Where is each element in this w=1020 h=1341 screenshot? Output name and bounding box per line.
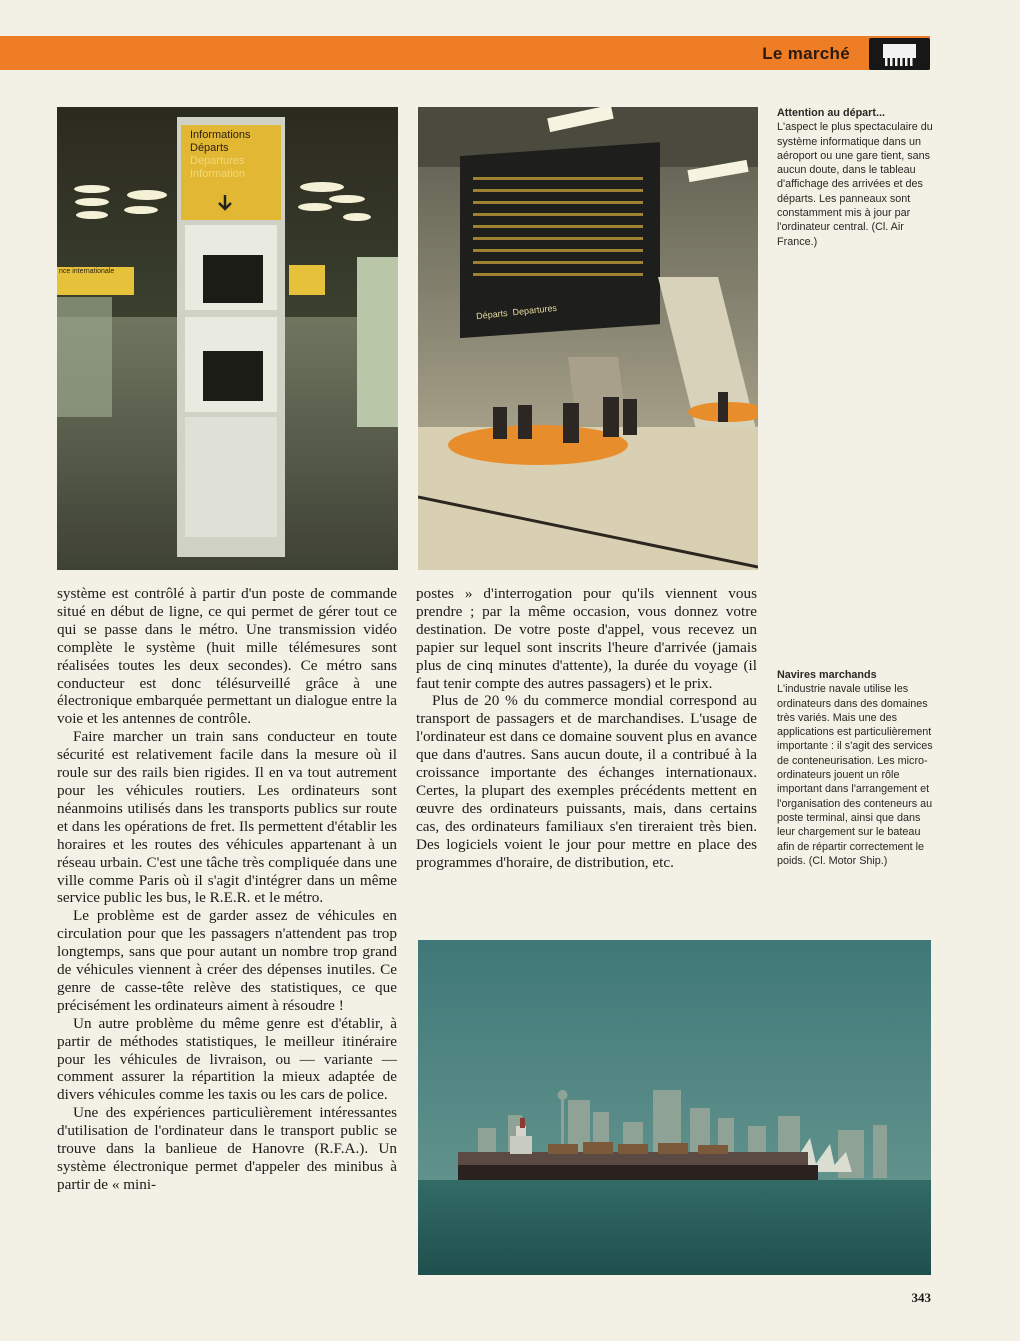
caption-attention-text: L'aspect le plus spectaculaire du système informatique dans un aéroport ou une gare tient, sans aucun doute, dans le tableau d'affichage des arrivées et des départs. Les panneaux sont constamment mis à jour par l'ordinateur central. (Cl. Air France.): [777, 121, 933, 248]
paragraph: Une des expériences particulièrement intéressantes d'utilisation de l'ordinateur dans le transport public se trouve dans la banlieue de Hanovre (R.F.A.). Un système électronique permet d'appeler des minibus à partir de « mini-: [57, 1104, 397, 1193]
caption-navires-text: L'industrie navale utilise les ordinateurs dans des domaines très variés. Mais une des applications est particulièrement importante : il s'agit des services de conteneurisation. Les micro-ordinateurs jouent un rôle important dans l'arrangement et l'organisation des conteneurs au poste terminal, ainsi que dans leur chargement sur le bateau afin de répartir correctement le poids. (Cl. Motor Ship.): [777, 683, 933, 867]
harbor-ship-photo: [418, 940, 931, 1275]
sign-line-departures: Departures: [190, 155, 245, 167]
paragraph: postes » d'interrogation pour qu'ils viennent vous prendre ; par la même occasion, vous donnez votre destination. De votre poste d'appel, vous recevez un papier sur lequel sont inscrits l'heure d'arrivée (jamais plus de cinq minutes d'attente), la durée du voyage (il faut tenir compte des autres passagers) et le prix.: [416, 585, 757, 692]
sign-line-informations: Informations: [190, 129, 251, 141]
body-left-column: [57, 585, 397, 1194]
caption-navires: [777, 668, 939, 868]
paragraph: Faire marcher un train sans conducteur en toute sécurité est relativement facile dans la mesure où il roule sur des rails bien rigides. Il en va tout autrement pour les véhicules routiers. Les ordinateurs sont néanmoins utilisés dans les transports publics sur route et dans les opérations de fret. Ils permettent d'établir les horaires et les routes des véhicules appartenant à un réseau urbain. C'est une tâche très compliquée dans une ville comme Paris où il s'agit d'intégrer dans un même service public les bus, le R.E.R. et le métro.: [57, 728, 397, 907]
paragraph: Le problème est de garder assez de véhicules en circulation pour que les passagers n'attendent pas trop longtemps, sans que pour autant un nombre trop grand de véhicules viennent à créer des dépenses inutiles. Ce genre de casse-tête relève des statistiques, ce que précisément les ordinateurs aiment à résoudre !: [57, 907, 397, 1014]
sign-line-information: Information: [190, 168, 246, 180]
paragraph: système est contrôlé à partir d'un poste de commande situé en début de ligne, ce qui permet de gérer tout ce qui se passe dans le métro. Une transmission vidéo complète le système (huit mille télémesures sont réalisées toutes les deux secondes). Ce métro sans conducteur est donc télésurveillé grâce à une électronique embarquée permettant un dialogue entre la voie et les antennes de contrôle.: [57, 585, 397, 728]
board-label-departs: Départs: [475, 307, 509, 322]
body-right-column: [416, 585, 757, 872]
banner-text: nce internationale: [59, 268, 115, 275]
caption-attention: [777, 106, 942, 249]
airport-information-photo: [57, 107, 398, 570]
page-number: 343: [911, 1290, 931, 1305]
sign-line-departs: Départs: [190, 142, 229, 154]
departures-board-photo: [418, 107, 758, 570]
section-title: Le marché: [762, 44, 850, 63]
paragraph: Un autre problème du même genre est d'établir, à partir de méthodes statistiques, le meilleur itinéraire pour les véhicules de livraison, ou — variante — comment assurer la répartition la mieux adaptée de divers véhicules comme les taxis ou les cars de police.: [57, 1014, 397, 1104]
caption-navires-title: Navires marchands: [777, 669, 877, 681]
microchip-icon: [869, 38, 930, 70]
caption-attention-title: Attention au départ...: [777, 107, 885, 119]
paragraph: Plus de 20 % du commerce mondial correspond au transport de passagers et de marchandises. L'usage de l'ordinateur est dans ce domaine souvent plus en avance que dans d'autres. Sans aucun doute, il a contribué à la croissance importante des échanges internationaux. Certes, la plupart des exemples précédents mettent en œuvre des ordinateurs puissants, mais, dans certains cas, des ordinateurs familiaux s'en tireraient très bien. Des logiciels voient le jour pour mettre en place des programmes d'horaire, de distribution, etc.: [416, 692, 757, 871]
board-label-departures: Departures: [512, 302, 558, 318]
